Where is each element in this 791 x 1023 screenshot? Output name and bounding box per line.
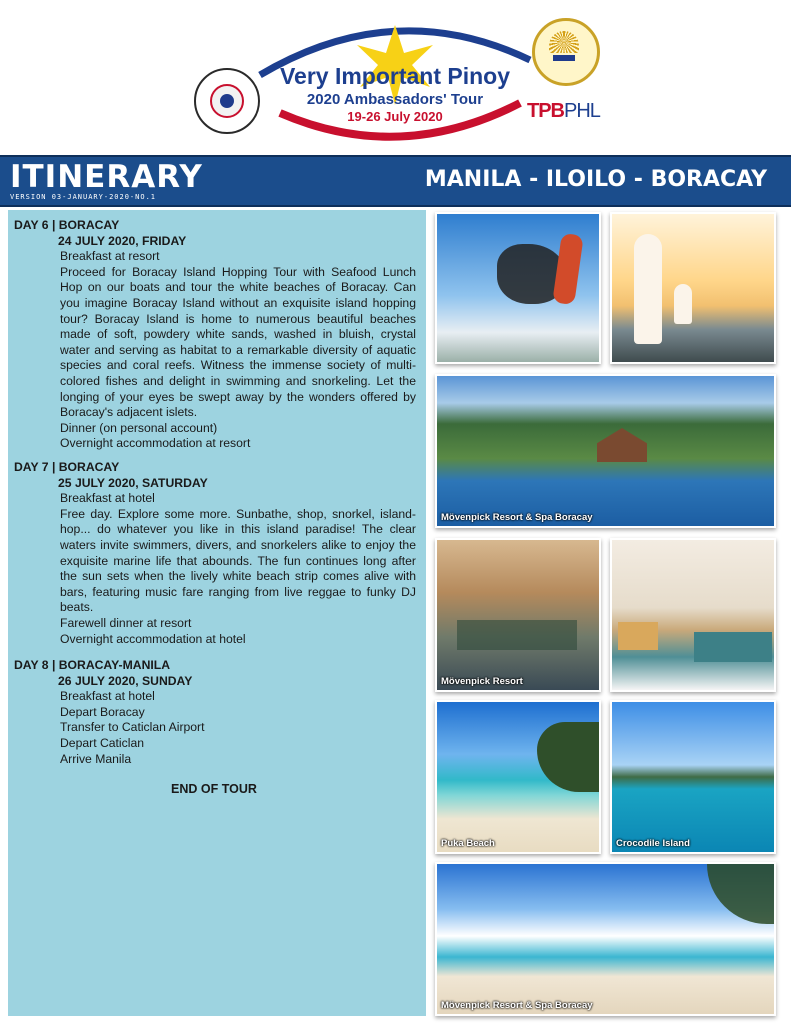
header [0, 0, 791, 155]
puka-beach-photo [435, 700, 601, 854]
itinerary-item: Breakfast at hotel [60, 491, 155, 506]
day-date: 26 JULY 2020, SUNDAY [58, 673, 193, 688]
day-heading: DAY 7 | BORACAY [14, 460, 120, 474]
itinerary-item: Transfer to Caticlan Airport [60, 720, 205, 735]
resort-shop-photo [435, 538, 601, 692]
itinerary-item: Overnight accommodation at hotel [60, 631, 246, 646]
photo-caption: Crocodile Island [616, 838, 690, 849]
resort-beach-photo [435, 862, 776, 1016]
logo-dates: 19-26 July 2020 [347, 109, 443, 124]
itinerary-item: Arrive Manila [60, 751, 132, 766]
day-8-block [14, 658, 416, 767]
dot-seal-icon [532, 18, 600, 86]
photo-caption: Mövenpick Resort [441, 676, 523, 687]
tpb-logo: TPBPHL [527, 100, 600, 122]
photo-caption: Mövenpick Resort & Spa Boracay [441, 512, 593, 523]
itinerary-item: Depart Boracay [60, 704, 145, 719]
banner-route: MANILA - ILOILO - BORACAY [424, 167, 767, 192]
day-heading: DAY 8 | BORACAY-MANILA [14, 658, 171, 672]
end-of-tour: END OF TOUR [171, 782, 257, 796]
logo-subtitle: 2020 Ambassadors' Tour [306, 91, 484, 108]
mother-child-beach-photo [610, 212, 776, 364]
itinerary-item: Breakfast at hotel [60, 689, 155, 704]
day-heading: DAY 6 | BORACAY [14, 218, 120, 232]
day-6-block [14, 218, 416, 452]
itinerary-item: Overnight accommodation at resort [60, 436, 251, 451]
day-7-block [14, 460, 416, 647]
itinerary-description: Proceed for Boracay Island Hopping Tour with Seafood Lunch Hop on our boats and tour the white beaches of Boracay. Can you imagine Boracay Island without an exquisite island hopping tour? Boracay Island is home to numerous beautiful beaches made of soft, powdery white sands, washed in bluish, crystal water and serving as habitat to a remarkable diversity of aquatic species and coral reefs. Witness the immense society of multi-colored fishes and delight in swimming and snorkeling. Let the longing of your eyes be swept away by the wonders offered by Boracay's adjacent islets. [60, 264, 416, 420]
photo-caption: Mövenpick Resort & Spa Boracay [441, 1000, 593, 1011]
day-date: 24 JULY 2020, FRIDAY [58, 233, 187, 248]
banner-title: ITINERARY [10, 159, 203, 195]
itinerary-panel [8, 210, 426, 1016]
kiteboarder-photo [435, 212, 601, 364]
itinerary-item: Breakfast at resort [60, 249, 160, 264]
vip-tour-logo [250, 5, 540, 155]
banner-version: VERSION 03-JANUARY-2020-NO.1 [10, 193, 157, 201]
itinerary-item: Dinner (on personal account) [60, 420, 218, 435]
itinerary-item: Depart Caticlan [60, 735, 144, 750]
hotel-room-photo [610, 538, 776, 692]
itinerary-item: Farewell dinner at resort [60, 615, 192, 630]
photo-caption: Puka Beach [441, 838, 495, 849]
resort-pool-photo [435, 374, 776, 528]
day-date: 25 JULY 2020, SATURDAY [58, 475, 208, 490]
logo-title: Very Important Pinoy [279, 63, 511, 89]
crocodile-island-photo [610, 700, 776, 854]
itinerary-description: Free day. Explore some more. Sunbathe, shop, snorkel, island-hop... do whatever you like in this island paradise! The clear waters invite swimmers, divers, and snorkelers alike to enjoy the exquisite marine life that abounds. The fun continues long after the sun sets when the lively white beach strip comes alive with bars, featuring music fare ranging from live reggae to funky DJ beats. [60, 506, 416, 615]
itinerary-banner [0, 155, 791, 207]
